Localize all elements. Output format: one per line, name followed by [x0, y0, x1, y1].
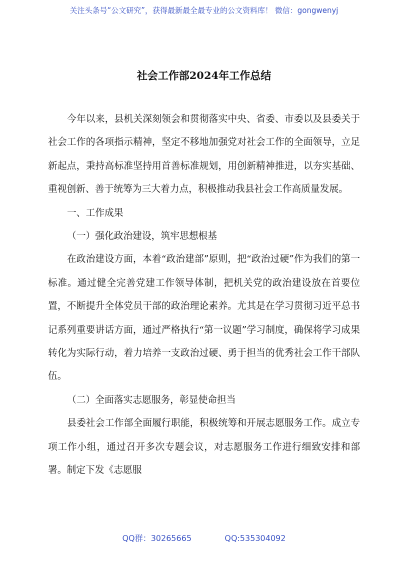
subsection-heading-volunteer-service: （二）全面落实志愿服务，彰显使命担当 — [67, 394, 236, 406]
intro-paragraph: 今年以来，县机关深刻领会和贯彻落实中央、省委、市委以及县委关于社会工作的各项指示精神，坚定不移地加强党对社会工作的全面领导，立足新起点，秉持高标准坚持用首善标准规划，用创新精神推进，以夯实基础、重视创新、善于统筹为三大着力点，积极推动我县社会工作高质量发展。 — [48, 114, 360, 196]
promo-header-banner: 关注头条号“公文研究”，获得最新最全最专业的公文资料库！ 微信：gongwenyj — [69, 6, 339, 15]
document-body — [48, 68, 360, 483]
political-building-paragraph: 在政治建设方面，本着“政治建部”原则，把“政治过硬”作为我们的第一标准。通过健全完善党建工作领导体制，把机关党的政治建设放在首要位置，不断提升全体党员干部的政治理论素养。尤其是在学习贯彻习近平总书记系列重要讲话方面，通过严格执行“第一议题”学习制度，确保将学习成果转化为实际行动，着力培养一支政治过硬、勇于担当的优秀社会工作干部队伍。 — [48, 254, 360, 383]
subsection-heading-political-building: （一）强化政治建设，筑牢思想根基 — [67, 231, 218, 243]
qq-group-number: QQ群：30265665 — [122, 534, 192, 543]
volunteer-service-paragraph: 县委社会工作部全面履行职能，积极统筹和开展志愿服务工作。成立专项工作小组，通过召开多次专题会议，对志愿服务工作进行细致安排和部署。制定下发《志愿服 — [48, 418, 360, 477]
section-heading-work-results: 一、工作成果 — [67, 207, 124, 219]
qq-contact-number: QQ:535304092 — [224, 534, 286, 543]
document-title: 社会工作部2024年工作总结 — [136, 70, 272, 82]
contact-footer-banner — [0, 528, 408, 550]
